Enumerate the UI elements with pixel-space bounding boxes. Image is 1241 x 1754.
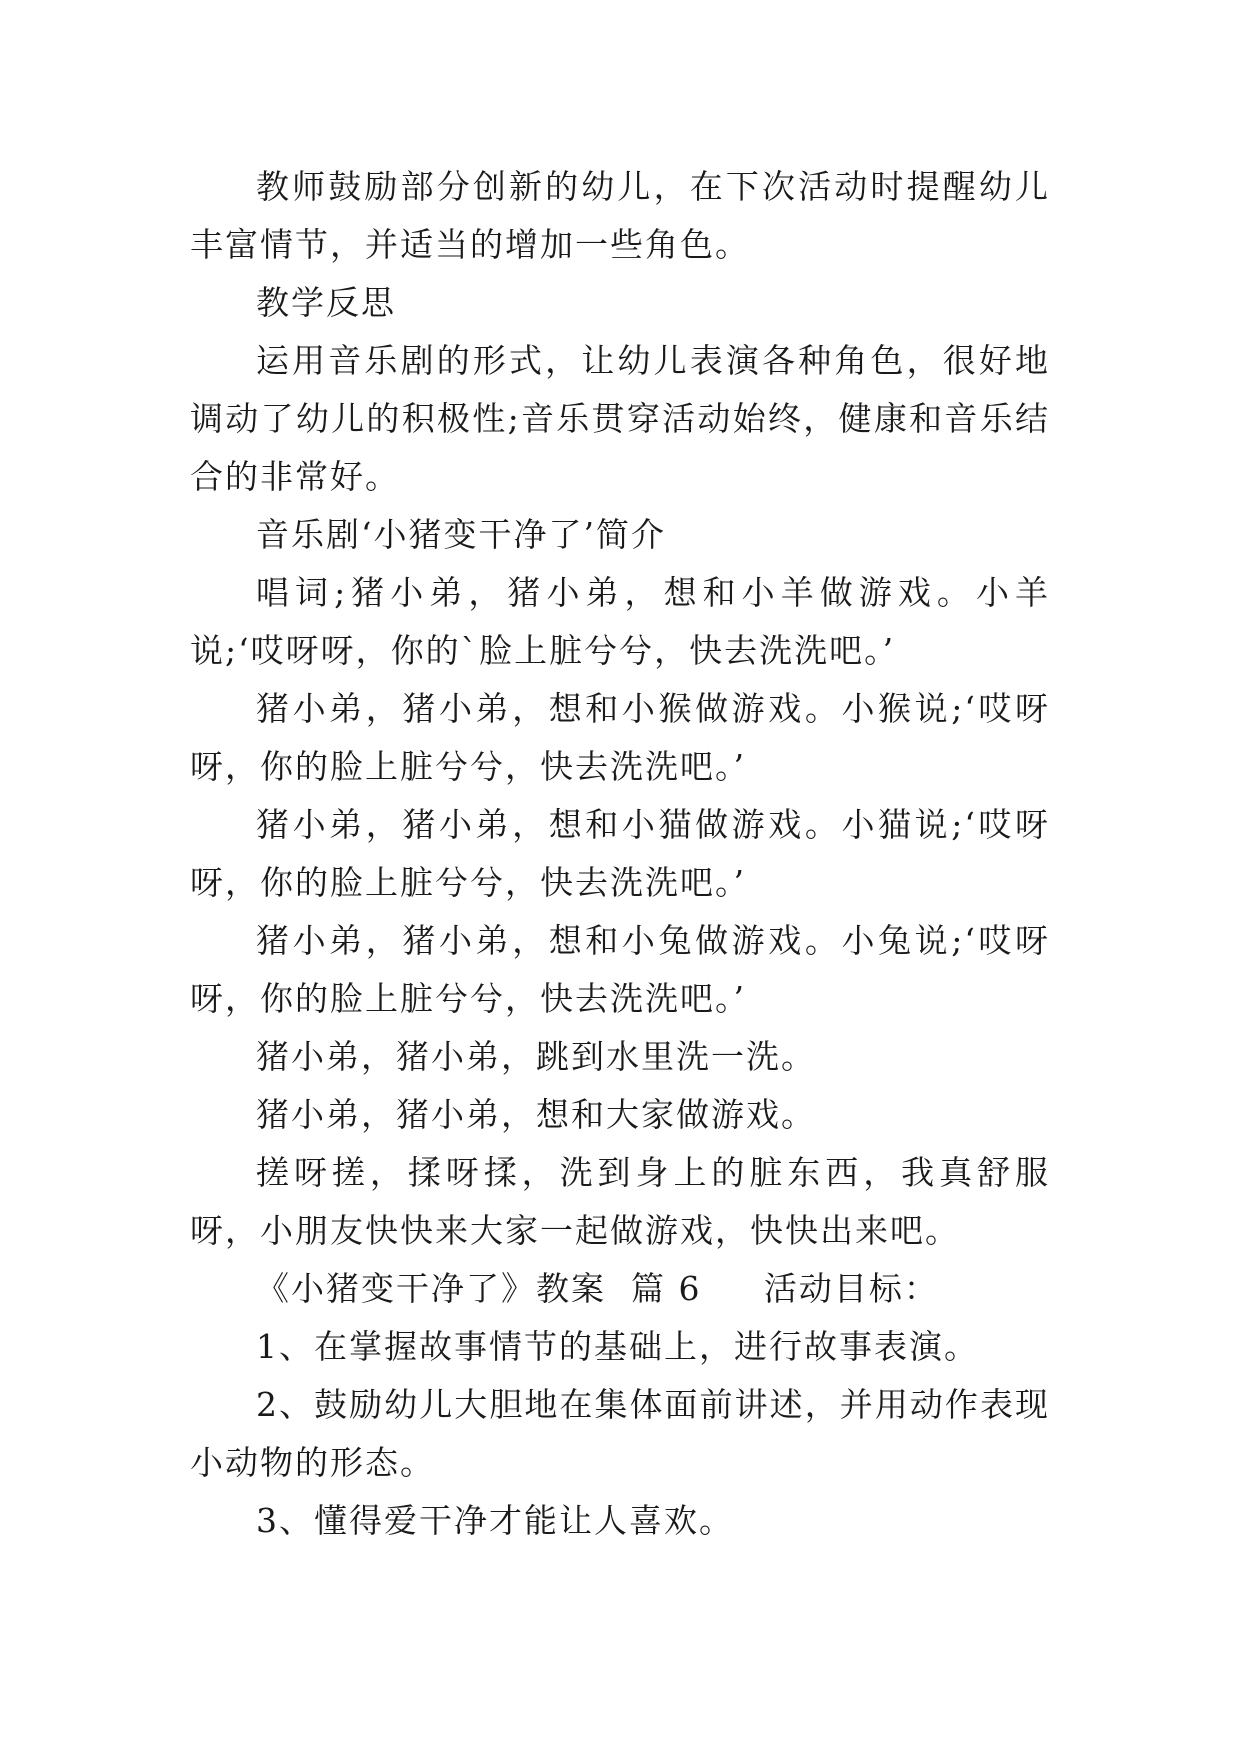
lyrics-paragraph: 猪小弟，猪小弟，想和小兔做游戏。小兔说;‘哎呀呀，你的脸上脏兮兮，快去洗洗吧。’ xyxy=(190,921,1050,1018)
objective-item: 1、在掌握故事情节的基础上，进行故事表演。 xyxy=(256,1327,979,1366)
lyrics-paragraph: 猪小弟，猪小弟，想和大家做游戏。 xyxy=(256,1095,816,1134)
lyrics-paragraph: 猪小弟，猪小弟，想和小猫做游戏。小猫说;‘哎呀呀，你的脸上脏兮兮，快去洗洗吧。’ xyxy=(190,805,1050,902)
section-heading-teaching-reflection: 教学反思 xyxy=(256,283,396,322)
objective-item: 3、懂得爱干净才能让人喜欢。 xyxy=(256,1501,734,1540)
lesson-plan-heading: 《小猪变干净了》教案 篇 6 活动目标： xyxy=(256,1269,939,1308)
body-paragraph: 运用音乐剧的形式，让幼儿表演各种角色，很好地调动了幼儿的积极性;音乐贯穿活动始终，健康和音乐结合的非常好。 xyxy=(190,341,1050,496)
document-body xyxy=(190,158,1050,1550)
objective-item: 2、鼓励幼儿大胆地在集体面前讲述，并用动作表现小动物的形态。 xyxy=(190,1385,1050,1482)
section-heading-musical-intro: 音乐剧‘小猪变干净了’简介 xyxy=(256,515,666,554)
lyrics-paragraph: 猪小弟，猪小弟，跳到水里洗一洗。 xyxy=(256,1037,816,1076)
lyrics-paragraph: 猪小弟，猪小弟，想和小猴做游戏。小猴说;‘哎呀呀，你的脸上脏兮兮，快去洗洗吧。’ xyxy=(190,689,1050,786)
lyrics-paragraph: 唱词;猪小弟，猪小弟，想和小羊做游戏。小羊说;‘哎呀呀，你的`脸上脏兮兮，快去洗洗吧。’ xyxy=(190,573,1050,670)
body-paragraph: 教师鼓励部分创新的幼儿，在下次活动时提醒幼儿丰富情节，并适当的增加一些角色。 xyxy=(190,167,1050,264)
lyrics-paragraph: 搓呀搓，揉呀揉，洗到身上的脏东西，我真舒服呀，小朋友快快来大家一起做游戏，快快出来吧。 xyxy=(190,1153,1050,1250)
